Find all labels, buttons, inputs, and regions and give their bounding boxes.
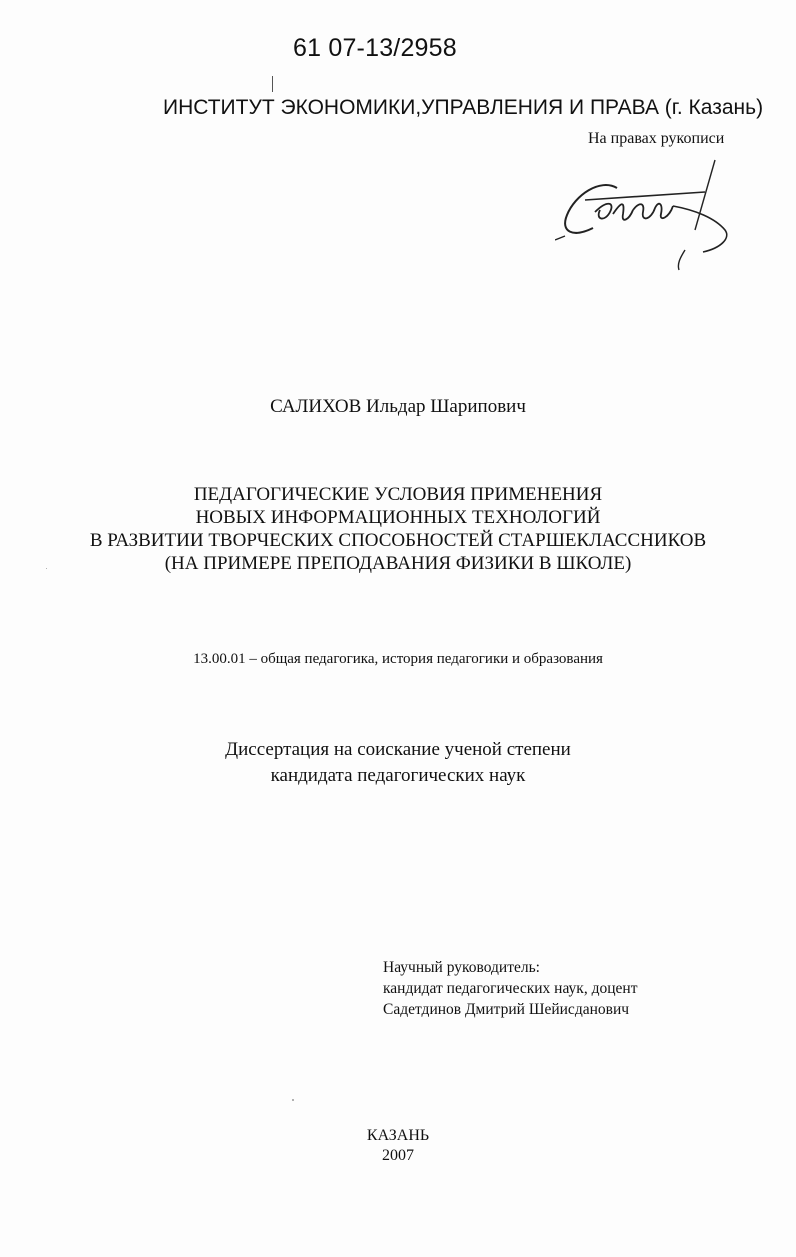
archive-stamp-number: 61 07-13/2958	[293, 34, 457, 62]
scan-speck	[292, 1099, 294, 1101]
title-line: В РАЗВИТИИ ТВОРЧЕСКИХ СПОСОБНОСТЕЙ СТАРШЕКЛАССНИКОВ	[89, 530, 707, 551]
advisor-label: Научный руководитель:	[383, 959, 540, 976]
author-name: САЛИХОВ Ильдар Шарипович	[270, 396, 526, 417]
scientific-advisor	[383, 957, 637, 1020]
degree-statement	[0, 737, 796, 789]
scan-speck	[46, 568, 47, 569]
manuscript-rights-note: На правах рукописи	[588, 130, 725, 147]
author-signature	[555, 140, 740, 275]
city-name: КАЗАНЬ	[366, 1127, 430, 1144]
scan-mark	[272, 76, 273, 92]
degree-line: Диссертация на соискание ученой степени	[225, 739, 571, 760]
dissertation-title	[0, 483, 796, 575]
advisor-title: кандидат педагогических наук, доцент	[383, 980, 638, 997]
degree-line: кандидата педагогических наук	[270, 765, 526, 786]
specialty-code: 13.00.01 – общая педагогика, история педагогики и образования	[193, 651, 603, 667]
title-line: НОВЫХ ИНФОРМАЦИОННЫХ ТЕХНОЛОГИЙ	[195, 507, 601, 528]
institute-name: ИНСТИТУТ ЭКОНОМИКИ,УПРАВЛЕНИЯ И ПРАВА (г. Казань)	[163, 96, 764, 119]
title-line: (НА ПРИМЕРЕ ПРЕПОДАВАНИЯ ФИЗИКИ В ШКОЛЕ)	[164, 553, 632, 574]
publication-year: 2007	[382, 1147, 414, 1164]
title-line: ПЕДАГОГИЧЕСКИЕ УСЛОВИЯ ПРИМЕНЕНИЯ	[193, 484, 603, 505]
advisor-name: Садетдинов Дмитрий Шейисданович	[383, 1001, 630, 1018]
imprint	[0, 1126, 796, 1166]
